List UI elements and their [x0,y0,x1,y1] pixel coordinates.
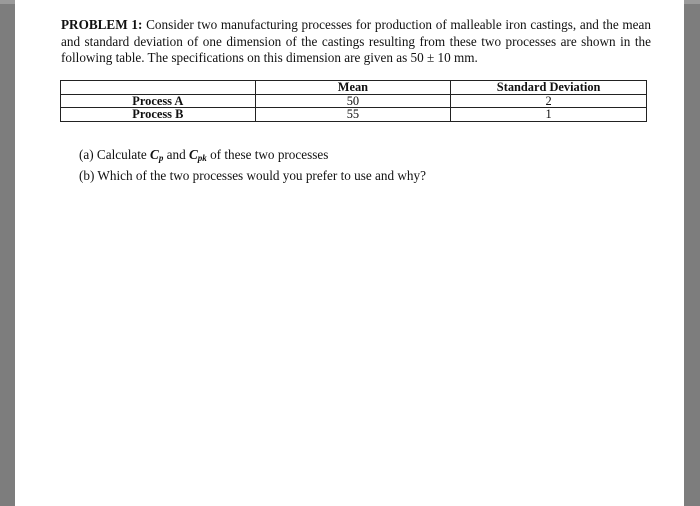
header-blank [61,81,256,95]
question-a-prefix: (a) Calculate [79,147,147,162]
row-sd-process-b: 1 [451,108,647,122]
row-mean-process-b: 55 [255,108,451,122]
cp-letter: C [150,147,159,162]
question-list [79,146,639,184]
header-standard-deviation: Standard Deviation [451,81,647,95]
document-page [15,0,684,506]
table-header-row [61,81,647,95]
cpk-symbol [189,147,207,162]
header-mean: Mean [255,81,451,95]
question-a-suffix: of these two processes [210,147,329,162]
table-row [61,94,647,108]
row-label-process-b: Process B [61,108,256,122]
question-a [79,146,639,167]
cp-subscript: p [158,153,164,163]
cp-symbol [150,147,163,162]
problem-text: Consider two manufacturing processes for production of malleable iron castings, and the mean and standard deviation of one dimension of the castings resulting from these two processes are shown in the following table. The specifications on this dimension are given as 50 ± 10 mm. [61,17,651,65]
cpk-subscript: pk [197,153,207,163]
process-table [60,80,647,122]
row-mean-process-a: 50 [255,94,451,108]
problem-heading: PROBLEM 1: [61,17,143,32]
cpk-letter: C [188,147,198,162]
table-row [61,108,647,122]
row-sd-process-a: 2 [451,94,647,108]
question-a-and: and [166,147,186,162]
row-label-process-a: Process A [61,94,256,108]
question-b: (b) Which of the two processes would you prefer to use and why? [79,168,426,183]
problem-statement [61,17,651,67]
